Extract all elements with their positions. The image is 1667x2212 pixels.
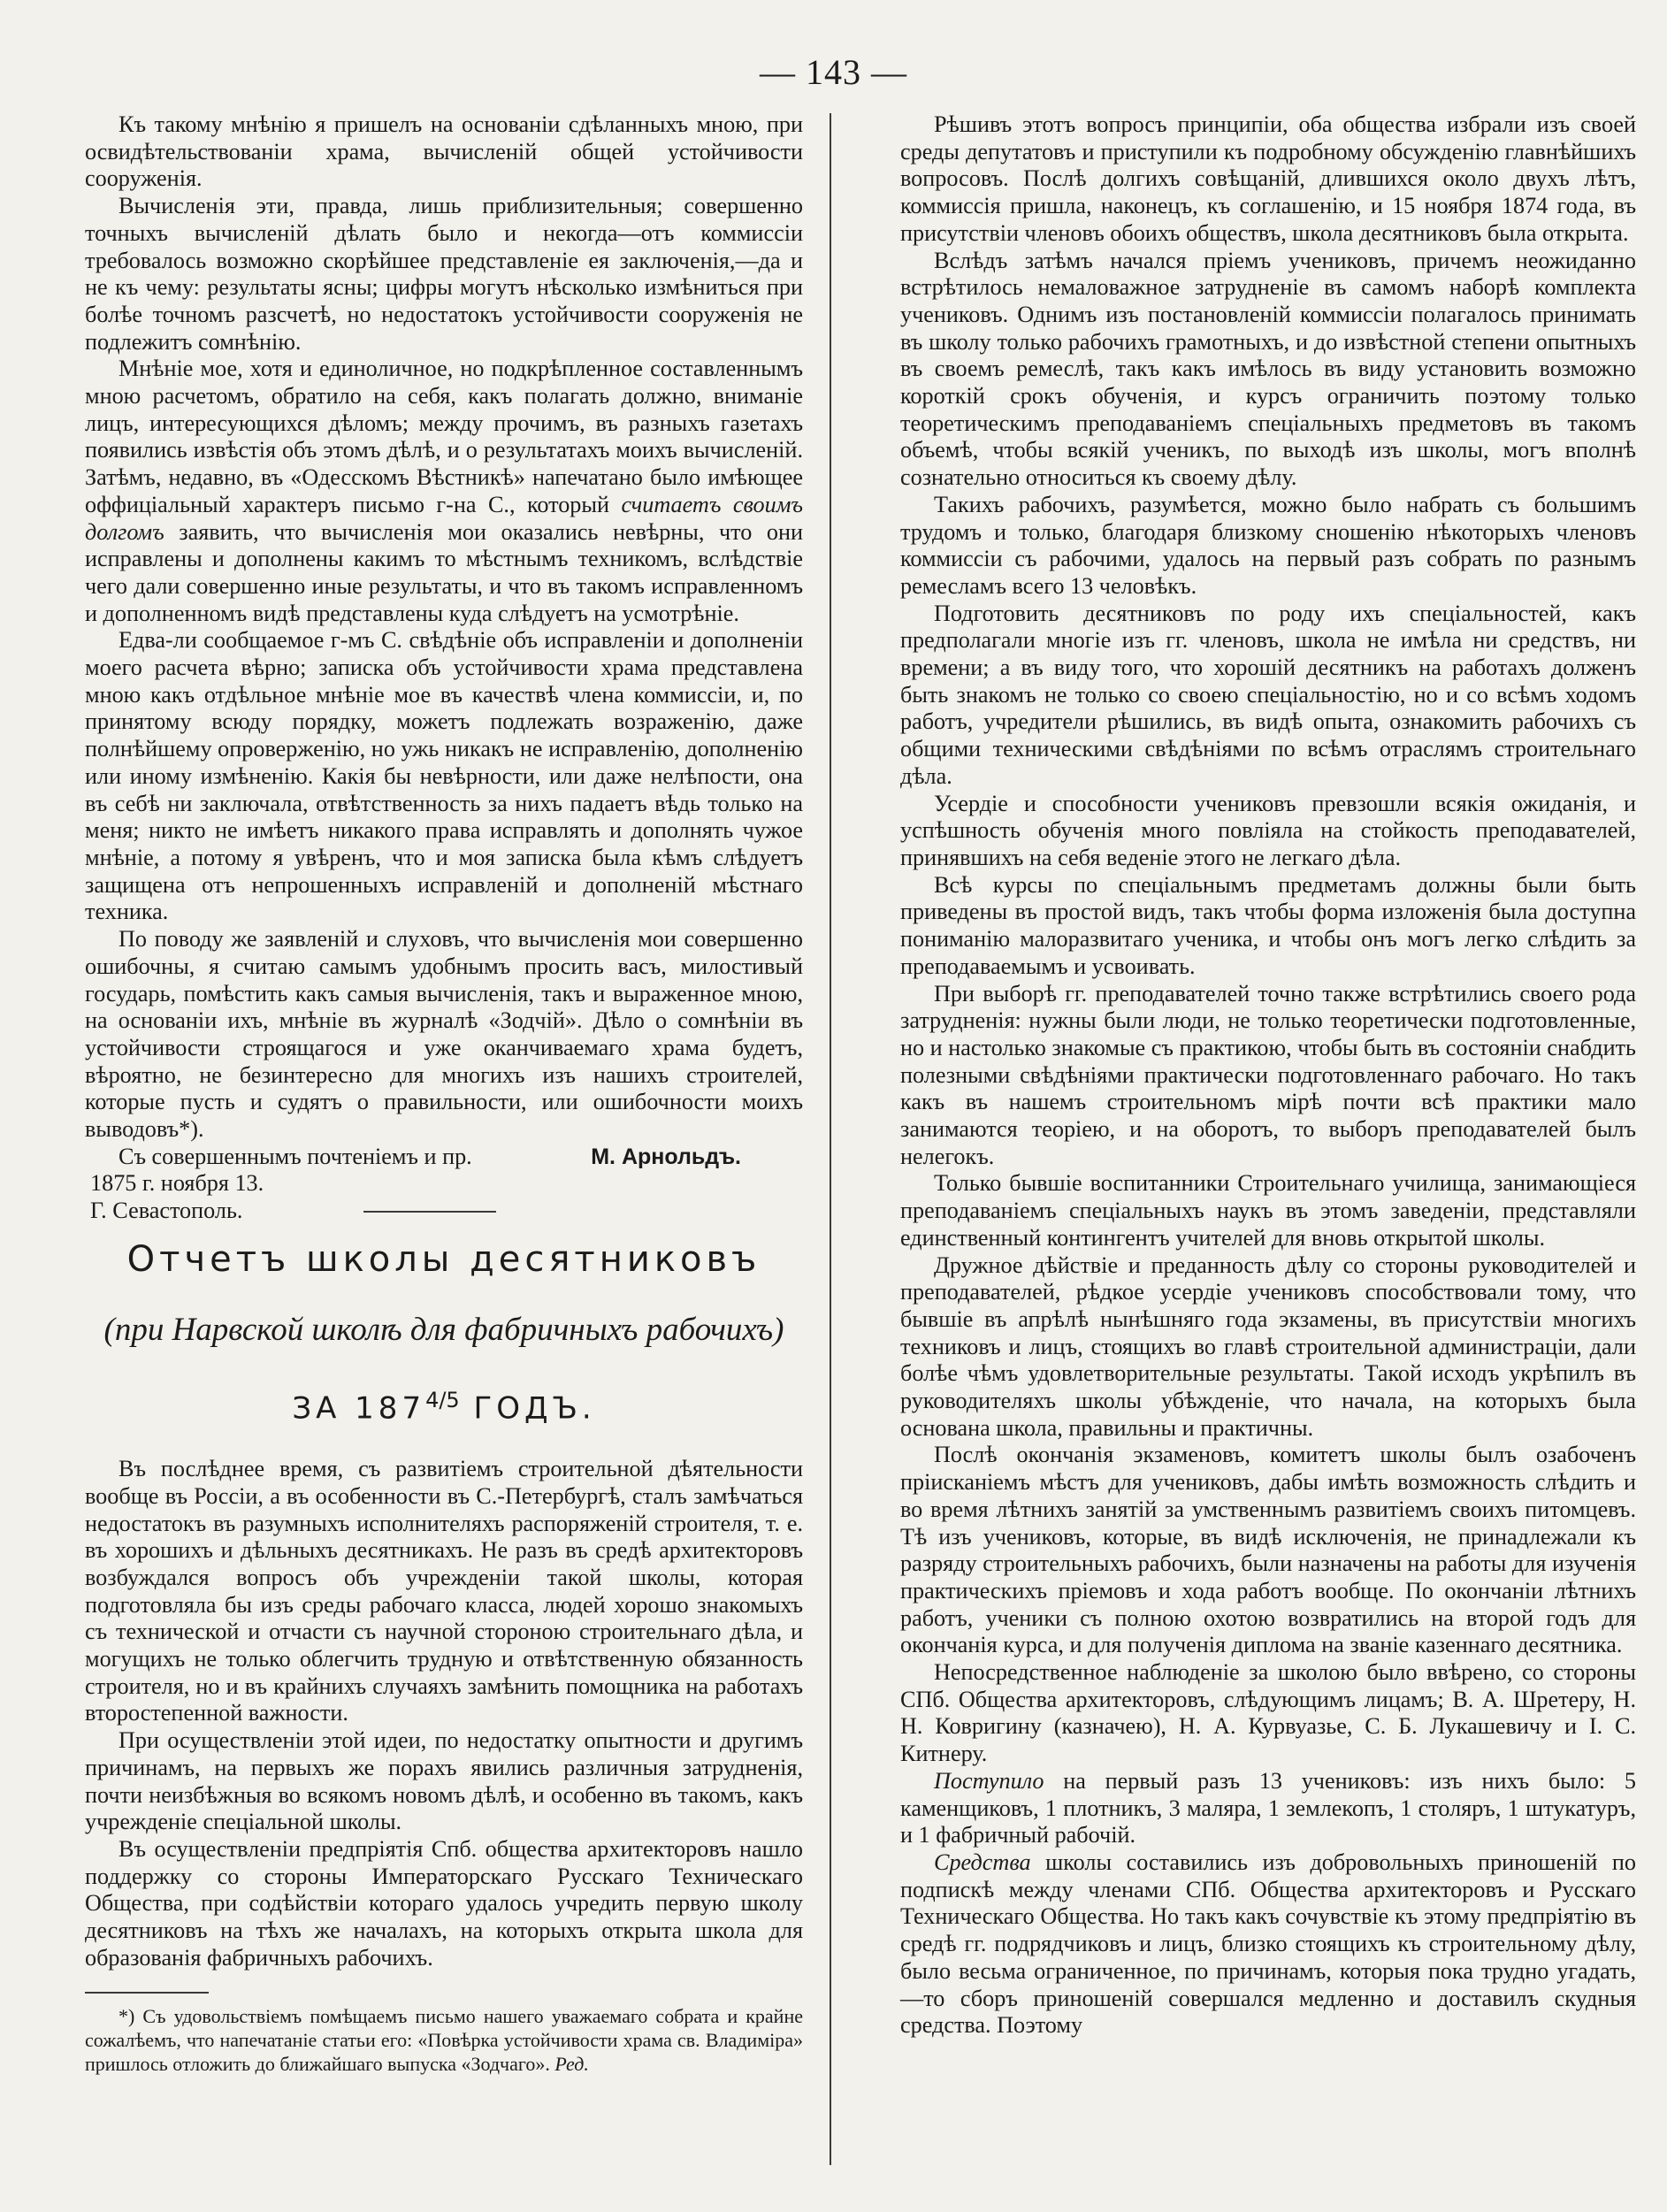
report-paragraph: Рѣшивъ этотъ вопросъ принципіи, оба общества избрали изъ своей среды депутатовъ и приступили къ подробному обсужденію главнѣйшихъ вопросовъ. Послѣ долгихъ совѣщаній, длившихся около двухъ лѣтъ, коммиссія пришла, наконецъ, къ соглашенію, и 15 ноября 1874 года, въ присутствіи членовъ обоихъ обществъ, школа десятниковъ была открыта. (900, 111, 1636, 246)
footnote (85, 2004, 803, 2076)
right-column (900, 111, 1636, 2040)
report-paragraph: Дружное дѣйствіе и преданность дѣлу со стороны руководителей и преподавателей, рѣдкое усердіе учениковъ способствовали тому, что бывшіе въ апрѣлѣ нынѣшняго года экзамены, въ присутствіи многихъ техниковъ и лицъ, стоящихъ во главѣ строительной администраціи, дали болѣе чѣмъ удовлетворительные результаты. Такой исходъ укрѣпилъ въ руководителяхъ школы убѣжденіе, что начала, на которыхъ была основана школа, правильны и практичны. (900, 1251, 1636, 1441)
report-title: Отчетъ школы десятниковъ (126, 1238, 761, 1280)
report-paragraph: При осуществленіи этой идеи, по недостатку опытности и другимъ причинамъ, на первыхъ же порахъ явились различныя затрудненія, почти неизбѣжныя во всякомъ новомъ дѣлѣ, и особенно въ такомъ, какъ учрежденіе спеціальной школы. (85, 1727, 803, 1835)
left-column (85, 111, 803, 2076)
author-signature: М. Арнольдъ. (591, 1144, 741, 1169)
closing-phrase: Съ совершеннымъ почтеніемъ и пр. (119, 1143, 472, 1169)
closing-line (85, 1144, 803, 1171)
letter-city: Г. Севастополь. (90, 1198, 243, 1224)
report-paragraph: Такихъ рабочихъ, разумѣется, можно было набрать съ большимъ трудомъ и только, благодаря близкому сношенію нѣкоторыхъ членовъ коммиссіи съ рабочими, удалось на первый разъ собрать по разнымъ ремесламъ всего 13 человѣкъ. (900, 491, 1636, 599)
report-text: школы составились изъ добровольныхъ приношеній по подпискѣ между членами СПб. Общества архитекторовъ и Русскаго Техническаго Общества. Но такъ какъ сочувствіе къ этому предпріятію въ средѣ гг. подрядчиковъ и лицъ, близко стоящихъ къ строительному дѣлу, было весьма ограниченное, по причинамъ, которыя пока трудно угадать,—то сборъ приношеній совершался медленно и доставилъ скудныя средства. Поэтому (900, 1849, 1636, 2039)
letter-text: Мнѣніе мое, хотя и единоличное, но подкрѣпленное составленнымъ мною расчетомъ, обратило на себя, какъ полагать должно, вниманіе лицъ, интересующихся дѣломъ; между прочимъ, въ разныхъ газетахъ появились извѣстія объ этомъ дѣлѣ, и о результатахъ моихъ вычисленій. Затѣмъ, недавно, въ «Одесскомъ Вѣстникѣ» напечатано было имѣющее оффиціальный характеръ письмо г-на С., который (85, 356, 803, 517)
letter-text: заявить, что вычисленія мои оказались невѣрны, что они исправлены и дополнены какимъ то мѣстнымъ техникомъ, вслѣдствіе чего дали совершенно иные результаты, и что въ такомъ исправленномъ и дополненномъ видѣ представлены куда слѣдуетъ на усмотрѣніе. (85, 518, 803, 626)
report-paragraph: Вслѣдъ затѣмъ начался пріемъ учениковъ, причемъ неожиданно встрѣтилось немаловажное затрудненіе въ самомъ наборѣ комплекта учениковъ. Однимъ изъ постановленій коммиссіи полагалось принимать въ школу только рабочихъ грамотныхъ, и до извѣстной степени опытныхъ въ своемъ ремеслѣ, такъ какъ имѣлось въ виду установить возможно короткій срокъ обученія, и курсъ ограничить поэтому только теоретическимъ преподаваніемъ спеціальныхъ предметовъ въ такомъ объемѣ, чтобы всякій ученикъ, по выходѣ изъ школы, могъ вполнѣ сознательно относиться къ своему дѣлу. (900, 247, 1636, 491)
report-emphasis: Поступило (934, 1767, 1044, 1794)
section-rule (363, 1211, 496, 1213)
report-paragraph: Послѣ окончанія экзаменовъ, комитетъ школы былъ озабоченъ пріисканіемъ мѣстъ для учениковъ, дабы имѣть возможность слѣдить и во время лѣтнихъ занятій за умственнымъ развитіемъ своихъ питомцевъ. Тѣ изъ учениковъ, которые, въ видѣ исключенія, не принадлежали къ разряду строительныхъ рабочихъ, были назначены на работы для изученія практическихъ пріемовъ и хода работъ вообще. По окончаніи лѣтнихъ работъ, ученики съ полною охотою возвратились на второй годъ для окончанія курса, и для полученія диплома на званіе казеннаго десятника. (900, 1442, 1636, 1658)
letter-emphasis: считаетъ своимъ долгомъ (85, 491, 804, 545)
letter-paragraph: Вычисленія эти, правда, лишь приблизительныя; совершенно точныхъ вычисленій дѣлать было и некогда—отъ коммиссіи требовалось возможно скорѣйшее представленіе ея заключенія,—да и не къ чему: результаты ясны; цифры могутъ нѣсколько измѣниться при болѣе точномъ разсчетѣ, но недостатокъ устойчивости сооруженія не подлежитъ сомнѣнію. (85, 193, 803, 355)
report-paragraph: Въ послѣднее время, съ развитіемъ строительной дѣятельности вообще въ Россіи, а въ особенности въ С.-Петербургѣ, сталъ замѣчаться недостатокъ въ разумныхъ исполнителяхъ распоряженій строителя, т. е. въ хорошихъ и дѣльныхъ десятникахъ. Не разъ въ средѣ архитекторовъ возбуждался вопросъ объ учрежденіи такой школы, которая подготовляла бы изъ среды рабочаго класса, людей хорошо знакомыхъ съ технической и отчасти съ научной стороною строительнаго дѣла, и могущихъ не только облегчить трудную и отвѣтственную обязанность строителя, но и въ крайнихъ случаяхъ замѣнить помощника на работахъ второстепенной важности. (85, 1456, 803, 1726)
report-year-fraction: 4/5 (425, 1387, 460, 1412)
report-paragraph: Только бывшіе воспитанники Строительнаго училища, занимающіеся преподаваніемъ спеціальныхъ наукъ въ этомъ заведеніи, представляли единственный контингентъ учителей для вновь открытой школы. (900, 1170, 1636, 1251)
letter-paragraph: Къ такому мнѣнію я пришелъ на основаніи сдѣланныхъ мною, при освидѣтельствованіи храма, вычисленій общей устойчивости сооруженія. (85, 111, 803, 192)
report-paragraph: Подготовить десятниковъ по роду ихъ спеціальностей, какъ предполагали многіе изъ гг. членовъ, школа не имѣла ни средствъ, ни времени; а въ виду того, что хорошій десятникъ на работахъ долженъ быть знакомъ не только со своею спеціальностію, но и со всѣмъ ходомъ работъ, учредители рѣшились, въ видѣ опыта, ознакомить рабочихъ съ общими техническими свѣдѣніями по всѣмъ отраслямъ строительнаго дѣла. (900, 600, 1636, 789)
report-paragraph: Непосредственное наблюденіе за школою было ввѣрено, со стороны СПб. Общества архитекторовъ, слѣдующимъ лицамъ; В. А. Шретеру, Н. Н. Ковригину (казначею), Н. А. Курвуазье, С. Б. Лукашевичу и І. С. Китнеру. (900, 1659, 1636, 1767)
footnote-editor-mark: Ред. (554, 2052, 589, 2075)
report-paragraph: Всѣ курсы по спеціальнымъ предметамъ должны были быть приведены въ простой видъ, такъ чтобы форма изложенія была доступна пониманію малоразвитаго ученика, и чтобы онъ могъ легко слѣдить за преподаваемымъ и усвоивать. (900, 871, 1636, 979)
report-year-suffix: ГОДЪ. (459, 1390, 596, 1427)
report-subtitle: (при Нарвской школѣ для фабричныхъ рабочихъ) (103, 1311, 784, 1348)
report-paragraph: Въ осуществленіи предпріятія Спб. общества архитекторовъ нашло поддержку со стороны Императорскаго Русскаго Техническаго Общества, при содѣйствіи котораго удалось учредить первую школу десятниковъ на тѣхъ же началахъ, на которыхъ открыта школа для образованія фабричныхъ рабочихъ. (85, 1836, 803, 1971)
report-emphasis: Средства (934, 1849, 1031, 1875)
report-paragraph: При выборѣ гг. преподавателей точно также встрѣтились своего рода затрудненія: нужны были люди, не только теоретически подготовленные, но и настолько знакомые съ практикою, чтобы быть въ состояніи снабдить полезными свѣдѣніями практически подготовленнаго рабочаго. Но такъ какъ въ нашемъ строительномъ мірѣ почти всѣ практики мало занимаются теоріею, и на оборотъ, то выборъ преподавателей былъ нелегокъ. (900, 980, 1636, 1169)
report-paragraph (900, 1849, 1636, 2040)
letter-date: 1875 г. ноября 13. (90, 1170, 264, 1197)
report-year (85, 1379, 803, 1429)
report-paragraph (900, 1768, 1636, 1849)
report-year-prefix: ЗА 187 (292, 1390, 426, 1427)
letter-paragraph: По поводу же заявленій и слуховъ, что вычисленія мои совершенно ошибочны, я считаю самымъ удобнымъ просить васъ, милостивый государь, помѣстить какъ самыя вычисленія, такъ и выраженное мною, на основаніи ихъ, мнѣніе въ журналѣ «Зодчій». Дѣло о сомнѣніи въ устойчивости строящагося и уже оканчиваемаго храма будетъ, вѣроятно, не безинтересно для многихъ изъ нашихъ строителей, которые пусть и судятъ о правильности, или ошибочности моихъ выводовъ*). (85, 926, 803, 1143)
column-divider (830, 113, 831, 2165)
footnote-rule (85, 1992, 209, 1994)
letter-paragraph (85, 356, 803, 627)
footnote-text: *) Съ удовольствіемъ помѣщаемъ письмо нашего уважаемаго собрата и крайне сожалѣемъ, что напечатаніе статьи его: «Повѣрка устойчивости храма св. Владиміра» пришлось отложить до ближайшаго выпуска «Зодчаго». (85, 2004, 803, 2075)
report-paragraph: Усердіе и способности учениковъ превзошли всякія ожиданія, и успѣшность обученія много повліяла на стойкость преподавателей, принявшихъ на себя веденіе этого не легкаго дѣла. (900, 790, 1636, 870)
letter-paragraph: Едва-ли сообщаемое г-мъ С. свѣдѣніе объ исправленіи и дополненіи моего расчета вѣрно; записка объ устойчивости храма представлена мною какъ отдѣльное мнѣніе мое въ качествѣ члена коммиссіи, и, по принятому всюду порядку, можетъ подлежать возраженію, даже полнѣйшему опроверженію, но ужь никакъ не исправленію, дополненію или иному измѣненію. Какія бы невѣрности, или даже нелѣпости, она въ себѣ ни заключала, отвѣтственность за нихъ падаетъ вѣдь только на меня; никто не имѣетъ никакого права исправлять и дополнять чужое мнѣніе, а потому я увѣренъ, что и моя записка была кѣмъ слѣдуетъ защищена отъ непрошенныхъ исправленій и дополненій мѣстнаго техника. (85, 627, 803, 925)
page-number: — 143 — (760, 52, 907, 92)
report-text: на первый разъ 13 учениковъ: изъ нихъ было: 5 каменщиковъ, 1 плотникъ, 3 маляра, 1 землекопъ, 1 столяръ, 1 штукатуръ, и 1 фабричный рабочій. (900, 1767, 1637, 1848)
